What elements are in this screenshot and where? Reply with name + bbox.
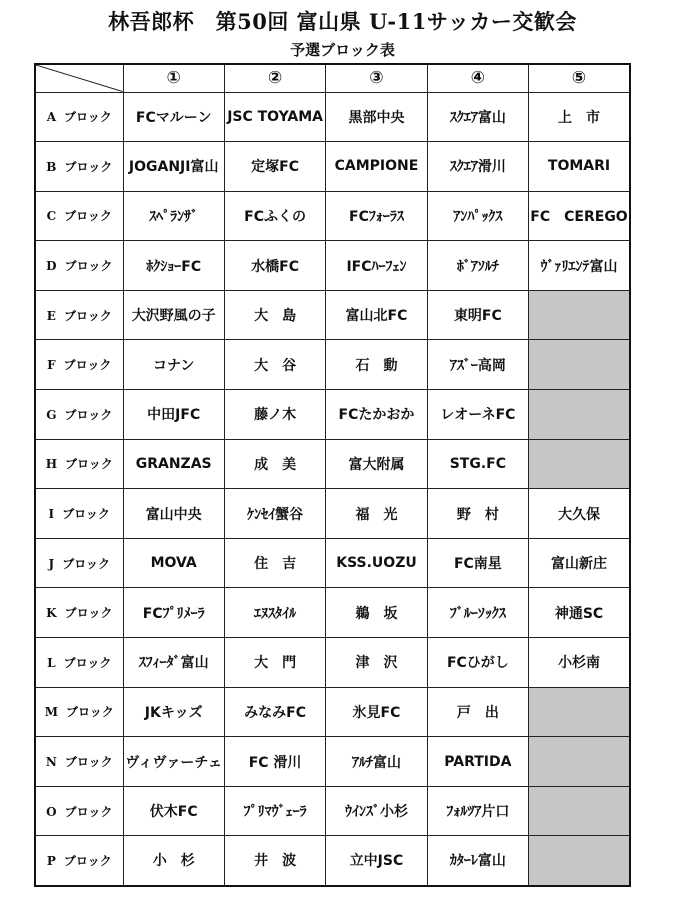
block-label: [35, 241, 123, 291]
team-cell: 富山中央: [123, 489, 224, 539]
empty-cell: [529, 390, 630, 440]
block-label: [35, 142, 123, 192]
team-cell: 黒部中央: [326, 92, 427, 142]
block-suffix: ブロック: [63, 358, 112, 373]
team-cell: ｽﾍﾟﾗﾝｻﾞ: [123, 191, 224, 241]
block-row: [35, 340, 630, 390]
block-label: [35, 92, 123, 142]
block-letter: M: [44, 705, 59, 720]
team-cell: TOMARI: [529, 142, 630, 192]
block-suffix: ブロック: [64, 110, 112, 125]
column-header: ②: [224, 64, 325, 92]
column-header: ⑤: [529, 64, 630, 92]
team-cell: 富大附属: [326, 439, 427, 489]
block-suffix: ブロック: [63, 655, 112, 670]
block-row: [35, 786, 630, 836]
block-suffix: ブロック: [64, 606, 113, 621]
block-row: [35, 737, 630, 787]
team-cell: STG.FC: [427, 439, 528, 489]
empty-cell: [529, 737, 630, 787]
team-cell: 小杉南: [529, 638, 630, 688]
team-cell: 福 光: [326, 489, 427, 539]
block-suffix: ブロック: [64, 259, 113, 274]
empty-cell: [529, 687, 630, 737]
block-label: [35, 538, 123, 588]
block-label: [35, 836, 123, 886]
block-row: [35, 439, 630, 489]
block-row: [35, 836, 630, 886]
team-cell: 戸 出: [427, 687, 528, 737]
team-cell: GRANZAS: [123, 439, 224, 489]
block-suffix: ブロック: [63, 308, 112, 323]
block-suffix: ブロック: [64, 755, 113, 770]
block-row: [35, 390, 630, 440]
block-label: [35, 737, 123, 787]
block-label: [35, 390, 123, 440]
team-cell: FC CEREGO: [529, 191, 630, 241]
block-letter: F: [47, 358, 56, 373]
block-letter: D: [46, 259, 57, 274]
block-table: [34, 63, 631, 887]
team-cell: ｱｽﾞｰ高岡: [427, 340, 528, 390]
column-header: ③: [326, 64, 427, 92]
block-row: [35, 638, 630, 688]
team-cell: ｳｲﾝｽﾞ小杉: [326, 786, 427, 836]
team-cell: FCたかおか: [326, 390, 427, 440]
block-row: [35, 142, 630, 192]
block-letter: L: [47, 655, 56, 670]
team-cell: 鵜 坂: [326, 588, 427, 638]
block-row: [35, 191, 630, 241]
team-cell: 小 杉: [123, 836, 224, 886]
team-cell: ｽｸｴｱ滑川: [427, 142, 528, 192]
header-row: [35, 64, 630, 92]
team-cell: FC南星: [427, 538, 528, 588]
team-cell: FCふくの: [224, 191, 325, 241]
team-cell: FCひがし: [427, 638, 528, 688]
team-cell: 大 門: [224, 638, 325, 688]
block-label: [35, 489, 123, 539]
team-cell: 富山新庄: [529, 538, 630, 588]
block-letter: B: [46, 159, 57, 174]
team-cell: ﾌｫﾙﾂｱ片口: [427, 786, 528, 836]
team-cell: ｽｸｴｱ富山: [427, 92, 528, 142]
team-cell: 大 島: [224, 290, 325, 340]
page-subtitle: 予選ブロック表: [290, 41, 395, 59]
team-cell: 富山北FC: [326, 290, 427, 340]
block-letter: A: [46, 110, 57, 125]
team-cell: 大久保: [529, 489, 630, 539]
block-row: [35, 290, 630, 340]
team-cell: KSS.UOZU: [326, 538, 427, 588]
team-cell: ヴィヴァーチェ: [123, 737, 224, 787]
block-label: [35, 290, 123, 340]
team-cell: ﾌﾟﾘﾏｳﾞｪｰﾗ: [224, 786, 325, 836]
team-cell: レオーネFC: [427, 390, 528, 440]
team-cell: コナン: [123, 340, 224, 390]
block-letter: O: [46, 804, 57, 819]
block-label: [35, 340, 123, 390]
block-letter: P: [46, 853, 56, 868]
team-cell: みなみFC: [224, 687, 325, 737]
team-cell: 藤ノ木: [224, 390, 325, 440]
team-cell: ｹﾝｾｲ蟹谷: [224, 489, 325, 539]
team-cell: 伏木FC: [123, 786, 224, 836]
team-cell: ｳﾞｧﾘｴﾝﾃ富山: [529, 241, 630, 291]
team-cell: 中田JFC: [123, 390, 224, 440]
team-cell: ｱﾙﾁ富山: [326, 737, 427, 787]
team-cell: 石 動: [326, 340, 427, 390]
block-suffix: ブロック: [66, 705, 114, 720]
block-label: [35, 687, 123, 737]
team-cell: FCマルーン: [123, 92, 224, 142]
empty-cell: [529, 786, 630, 836]
block-row: [35, 687, 630, 737]
team-cell: 野 村: [427, 489, 528, 539]
block-row: [35, 241, 630, 291]
team-cell: 東明FC: [427, 290, 528, 340]
block-row: [35, 92, 630, 142]
block-suffix: ブロック: [64, 407, 113, 422]
team-cell: PARTIDA: [427, 737, 528, 787]
block-letter: J: [48, 556, 55, 571]
block-letter: G: [46, 407, 57, 422]
block-suffix: ブロック: [62, 556, 110, 571]
block-suffix: ブロック: [63, 853, 112, 868]
block-letter: N: [45, 755, 57, 770]
empty-cell: [529, 439, 630, 489]
team-cell: 住 吉: [224, 538, 325, 588]
empty-cell: [529, 340, 630, 390]
team-cell: 成 美: [224, 439, 325, 489]
team-cell: ｶﾀｰﾚ富山: [427, 836, 528, 886]
team-cell: JOGANJI富山: [123, 142, 224, 192]
page-title: 林吾郎杯 第50回 富山県 U-11サッカー交歓会: [108, 9, 577, 34]
team-cell: JKキッズ: [123, 687, 224, 737]
team-cell: CAMPIONE: [326, 142, 427, 192]
block-suffix: ブロック: [64, 159, 113, 174]
block-label: [35, 588, 123, 638]
block-suffix: ブロック: [62, 507, 110, 522]
block-letter: C: [46, 209, 57, 224]
empty-cell: [529, 290, 630, 340]
team-cell: 大沢野風の子: [123, 290, 224, 340]
team-cell: ｴﾇｽﾀｲﾙ: [224, 588, 325, 638]
team-cell: ﾌﾞﾙｰｿｯｸｽ: [427, 588, 528, 638]
corner-cell: [35, 64, 123, 92]
team-cell: 大 谷: [224, 340, 325, 390]
team-cell: ｱﾝﾊﾟｯｸｽ: [427, 191, 528, 241]
team-cell: ｽﾌｨｰﾀﾞ富山: [123, 638, 224, 688]
team-cell: MOVA: [123, 538, 224, 588]
block-suffix: ブロック: [64, 209, 112, 224]
team-cell: FC 滑川: [224, 737, 325, 787]
block-label: [35, 439, 123, 489]
block-row: [35, 538, 630, 588]
block-label: [35, 786, 123, 836]
diagonal-line: [36, 65, 123, 92]
block-label: [35, 638, 123, 688]
block-letter: I: [48, 507, 55, 522]
team-cell: FCﾌｫｰﾗｽ: [326, 191, 427, 241]
block-label: [35, 191, 123, 241]
team-cell: 上 市: [529, 92, 630, 142]
empty-cell: [529, 836, 630, 886]
team-cell: FCﾌﾟﾘﾒｰﾗ: [123, 588, 224, 638]
block-row: [35, 489, 630, 539]
team-cell: 立中JSC: [326, 836, 427, 886]
block-letter: K: [46, 606, 57, 621]
block-suffix: ブロック: [64, 804, 113, 819]
team-cell: IFCﾊｰﾌｪﾝ: [326, 241, 427, 291]
team-cell: ﾎｸｼｮｰFC: [123, 241, 224, 291]
column-header: ①: [123, 64, 224, 92]
team-cell: 氷見FC: [326, 687, 427, 737]
team-cell: ﾎﾞｱｿﾙﾁ: [427, 241, 528, 291]
block-letter: H: [45, 457, 58, 472]
block-suffix: ブロック: [65, 457, 113, 472]
column-header: ④: [427, 64, 528, 92]
team-cell: 神通SC: [529, 588, 630, 638]
team-cell: JSC TOYAMA: [224, 92, 325, 142]
team-cell: 定塚FC: [224, 142, 325, 192]
team-cell: 水橋FC: [224, 241, 325, 291]
block-letter: E: [46, 308, 56, 323]
team-cell: 井 波: [224, 836, 325, 886]
team-cell: 津 沢: [326, 638, 427, 688]
block-row: [35, 588, 630, 638]
